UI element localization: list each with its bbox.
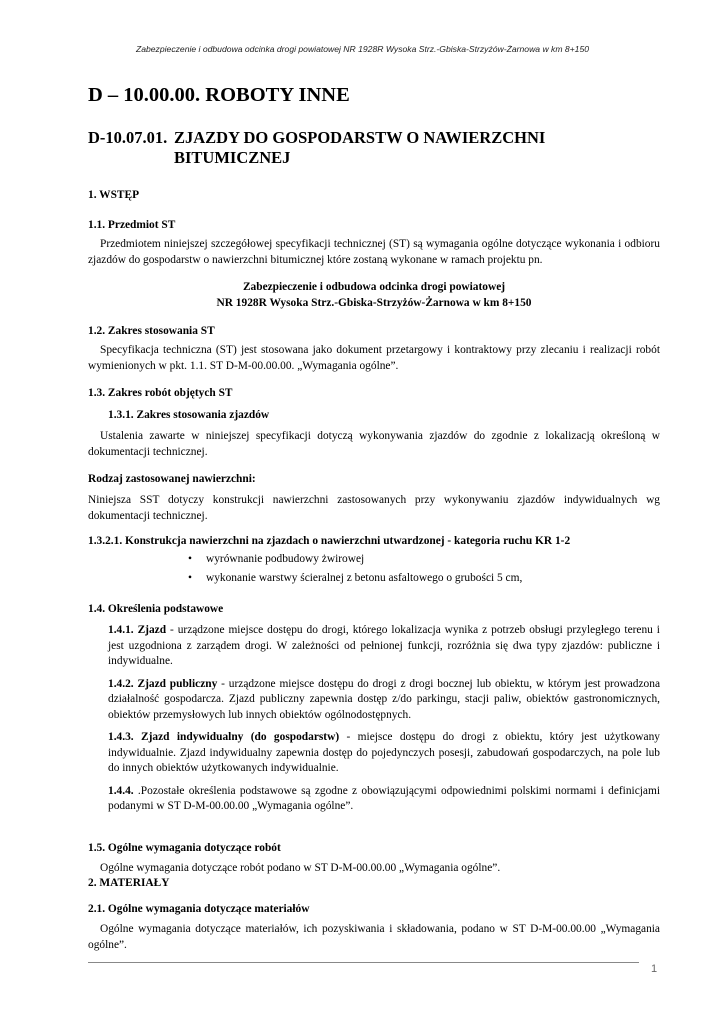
section-2-1-heading: 2.1. Ogólne wymagania dotyczące materiałów xyxy=(88,903,310,915)
definition-term: 1.4.4. xyxy=(108,784,134,797)
title-sub-number: D-10.07.01. xyxy=(88,128,168,147)
page-body xyxy=(88,82,660,953)
running-header: Zabezpieczenie i odbudowa odcinka drogi powiatowej NR 1928R Wysoka Strz.-Gbiska-Strzyżów-Żarnowa w km 8+150 xyxy=(135,44,590,54)
bullet-icon: • xyxy=(188,572,192,584)
project-title-line1: Zabezpieczenie i odbudowa odcinka drogi powiatowej xyxy=(242,281,506,293)
definition-term: 1.4.1. Zjazd xyxy=(108,624,167,636)
section-1-3-2-1-heading: 1.3.2.1. Konstrukcja nawierzchni na zjazdach o nawierzchni utwardzonej - kategoria ruchu KR 1-2 xyxy=(88,535,571,547)
definition-term: 1.4.3. Zjazd indywidualny (do gospodarstw) xyxy=(108,731,340,743)
surface-type-text: Niniejsza SST dotyczy konstrukcji nawierzchni zastosowanych przy wykonywaniu zjazdów indywidualnych wg dokumentacji technicznej. xyxy=(88,494,660,522)
section-1-heading: 1. WSTĘP xyxy=(88,189,140,201)
section-1-4-heading: 1.4. Określenia podstawowe xyxy=(88,603,224,615)
section-2-1-text: Ogólne wymagania dotyczące materiałów, ich pozyskiwania i składowania, podano w ST D-M-00.00.00 „Wymagania ogólne”. xyxy=(88,923,660,951)
list-item: • wykonanie warstwy ścieralnej z betonu asfaltowego o grubości 5 cm, xyxy=(88,569,660,588)
section-1-1-heading: 1.1. Przedmiot ST xyxy=(88,219,176,231)
page-number: 1 xyxy=(651,963,658,975)
section-2-heading: 2. MATERIAŁY xyxy=(88,877,170,889)
section-1-3-heading: 1.3. Zakres robót objętych ST xyxy=(88,387,233,399)
definition-1-4-4: 1.4.4. .Pozostałe określenia podstawowe są zgodne z obowiązującymi odpowiednimi polskimi normami i definicjami podanymi w ST D-M-00.00.00 „Wymagania ogólne”. xyxy=(108,784,660,812)
bullet-icon: • xyxy=(188,553,192,565)
section-1-3-1-heading: 1.3.1. Zakres stosowania zjazdów xyxy=(108,409,270,421)
title-sub-line2: BITUMICZNEJ xyxy=(174,148,291,167)
section-1-1-text: Przedmiotem niniejszej szczegółowej specyfikacji technicznej (ST) są wymagania ogólne dotyczące wykonania i odbioru zjazdów do gospodarstw o nawierzchni bitumicznej które zostaną wykonane w ramach projektu pn. xyxy=(88,238,660,266)
title-main: D – 10.00.00. ROBOTY INNE xyxy=(88,84,350,106)
definition-1-4-1: 1.4.1. Zjazd - urządzone miejsce dostępu do drogi, którego lokalizacja wynika z potrzeb obsługi przyległego terenu i jest uzgodniona z zarządem drogi. W zależności od pełnionej funkcji, rozróżnia się dwa typy zjazdów: publiczne i indywidualne. xyxy=(108,624,660,667)
definition-term: 1.4.2. Zjazd publiczny xyxy=(108,677,218,690)
section-1-5-text: Ogólne wymagania dotyczące robót podano w ST D-M-00.00.00 „Wymagania ogólne”. xyxy=(100,861,501,874)
construction-list xyxy=(88,550,660,588)
section-1-3-1-text: Ustalenia zawarte w niniejszej specyfikacji dotyczą wykonywania zjazdów do zgodnie z lokalizacją określoną w dokumentacji technicznej. xyxy=(88,430,660,458)
list-item: • wyrównanie podbudowy żwirowej xyxy=(88,550,660,569)
title-sub-line1: ZJAZDY DO GOSPODARSTW O NAWIERZCHNI xyxy=(174,128,546,147)
surface-type-heading: Rodzaj zastosowanej nawierzchni: xyxy=(88,473,256,485)
footer-divider xyxy=(88,962,639,963)
section-1-2-heading: 1.2. Zakres stosowania ST xyxy=(88,325,215,337)
section-1-5-heading: 1.5. Ogólne wymagania dotyczące robót xyxy=(88,841,281,854)
section-1-2-text: Specyfikacja techniczna (ST) jest stosowana jako dokument przetargowy i kontraktowy przy zlecaniu i realizacji robót wymienionych w pkt. 1.1. ST D-M-00.00.00. „Wymagania ogólne”. xyxy=(88,344,660,372)
project-title-line2: NR 1928R Wysoka Strz.-Gbiska-Strzyżów-Żarnowa w km 8+150 xyxy=(216,296,532,309)
definition-1-4-2: 1.4.2. Zjazd publiczny - urządzone miejsce dostępu do drogi z drogi bocznej lub obiektu, w którym jest prowadzona działalność gospodarcza. Zjazd publiczny zapewnia dostęp z/do parkingu, stacji paliw, obiektów gastronomicznych, obiektów przemysłowych lub innych obiektów ogólnodostępnych. xyxy=(108,677,660,721)
definition-1-4-3: 1.4.3. Zjazd indywidualny (do gospodarstw) - miejsce dostępu do drogi z obiektu, który jest użytkowany indywidualnie. Zjazd indywidualny zapewnia dostęp do pojedynczych posesji, zabudowań gospodarczych, na pole lub do innych obiektów użytkowanych indywidualnie. xyxy=(108,731,660,774)
title-sub xyxy=(88,128,660,168)
